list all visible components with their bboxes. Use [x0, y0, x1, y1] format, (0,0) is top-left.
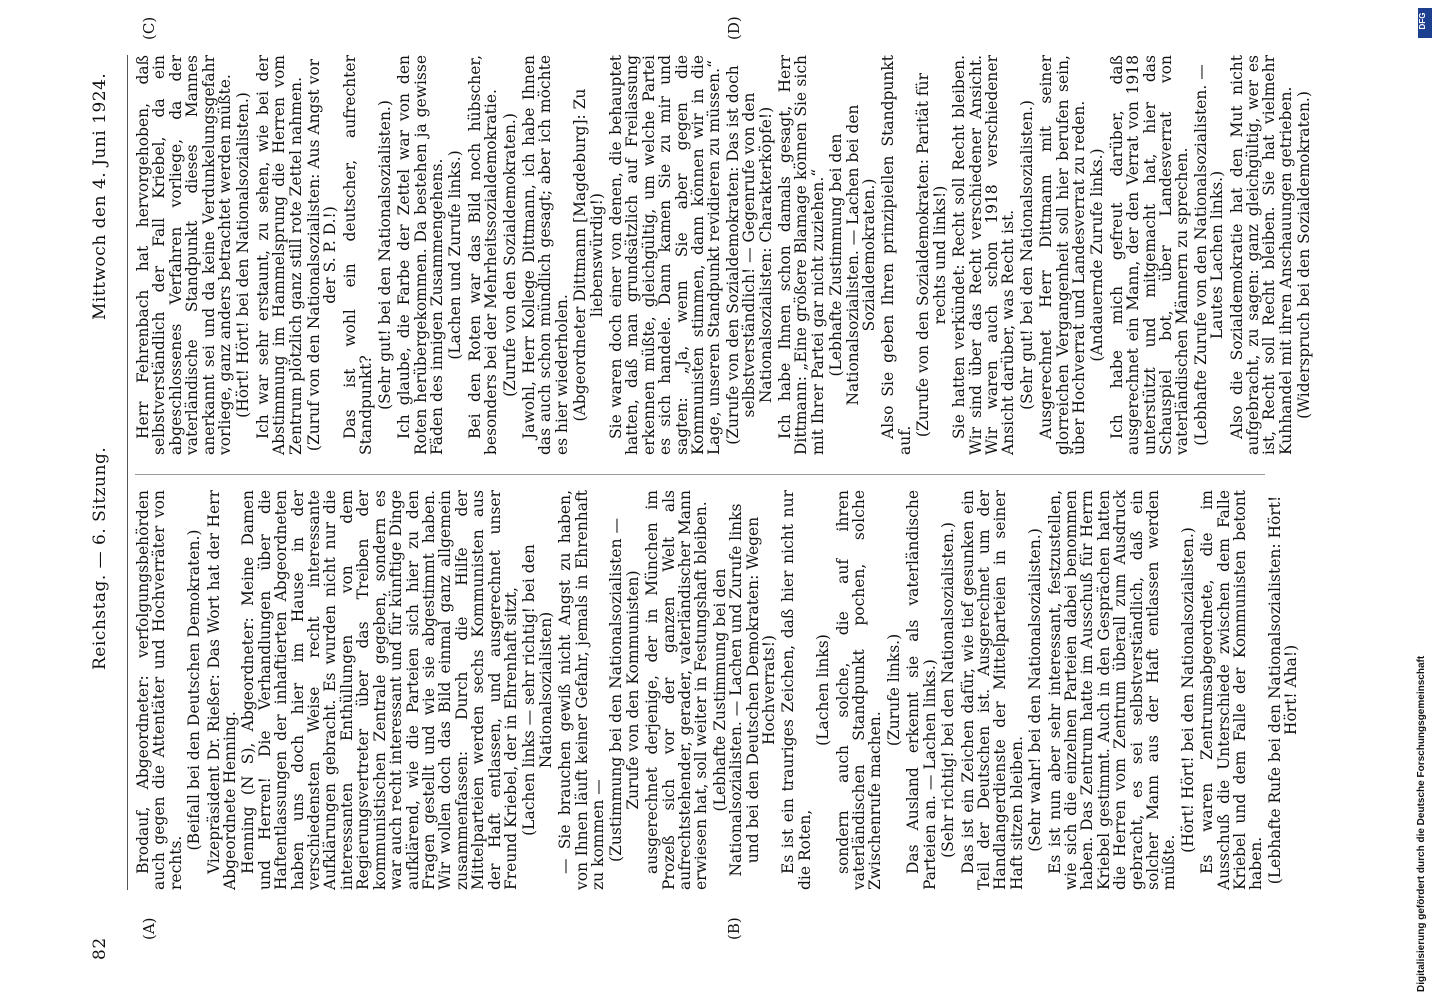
paragraph: Es waren Zentrumsabgeordnete, die im Ausschuß die Unterschiede zwischen dem Falle Kriebel und dem Falle der Kommunisten betont haben.	[1198, 490, 1266, 890]
header-rule	[127, 55, 128, 890]
paragraph: Vizepräsident Dr. Rießer: Das Wort hat der Herr Abgeordnete Henning.	[204, 490, 240, 890]
paragraph: Ich war sehr erstaunt, zu sehen, wie bei der Abstimmung im Hammelsprung die Herren vom Zentrum plötzlich ganz still rote Zettel nahmen.	[253, 55, 305, 455]
paragraph: Herr Fehrenbach hat hervorgehoben, daß selbstverständlich der Fall Kriebel, da ein abgeschlossenes Verfahren vorliege, da der vaterländische Standpunkt dieses Mannes anerkannt sei und da keine Verdunkelungsgefahr vorliege, ganz anders betrachtet werden müßte.	[134, 55, 235, 455]
left-column	[135, 490, 1303, 890]
paragraph: Es ist nun aber sehr interessant, festzustellen, wie sich die einzelnen Parteien dabei benommen haben. Das Zentrum hatte im Ausschuß für Herrn Kriebel gestimmt. Auch in den Gesprächen hatten die Herren vom Zentrum überall zum Ausdruck gebracht, es sei selbstverständlich, daß ein solcher Mann aus der Haft entlassen werden müßte.	[1045, 490, 1179, 890]
paragraph: Jawohl, Herr Kollege Dittmann, ich habe Ihnen das auch schon mündlich gesagt; aber ich möchte es hier wiederholen.	[519, 55, 571, 455]
margin-marker-b: (B)	[725, 917, 743, 940]
paragraph: (Hört! Hört! bei den Nationalsozialisten.)	[1178, 527, 1197, 853]
margin-marker-d: (D)	[725, 16, 743, 40]
paragraph: Sie hatten verkündet: Recht soll Recht bleiben. Wir sind über das Recht verschiedener Ansicht. Wir waren auch schon 1918 verschiedener Ansicht darüber, was Recht ist.	[950, 55, 1018, 455]
paragraph: (Lachen links)	[814, 634, 833, 746]
margin-marker-a: (A)	[140, 917, 158, 940]
paragraph: Ich habe mich gefreut darüber, daß ausgerechnet ein Mann, der den Verrat von 1918 unterstützt und mitgemacht hat, hier das Schauspiel bot, über Landesverrat von vaterländischen Männern zu sprechen.	[1107, 55, 1192, 455]
paragraph: (Widerspruch bei den Sozialdemokraten.)	[1295, 91, 1314, 419]
paragraph: Brodauf, Abgeordneter: verfolgungsbehörden auch gegen die Attentäter und Hochverräter von rechts.	[134, 490, 185, 890]
paragraph: (Lebhafte Rufe bei den Nationalsozialisten: Hört! Hört! Aha!)	[1265, 495, 1301, 885]
paragraph: Bei den Roten war das Bild noch hübscher, besonders bei der Mehrheitssozialdemokratie.	[465, 55, 501, 455]
paragraph: ausgerechnet derjenige, der in München im Prozeß sich vor der ganzen Welt als aufrechtstehender, gerader, vaterländischer Mann erwiesen hat, soll weiter in Festungshaft bleiben.	[643, 490, 711, 890]
dfg-logo-text: DFG	[1418, 12, 1427, 30]
paragraph: Ich glaube, die Farbe der Zettel war von den Roten herübergekommen. Da bestehen ja gewisse Fäden des innigen Zusammengehens.	[395, 55, 446, 455]
right-column	[135, 55, 1316, 455]
paragraph: (Zustimmung bei den Nationalsozialisten — Zurufe von den Kommunisten)	[607, 518, 642, 862]
paragraph: (Andauernde Zurufe links.)	[1088, 148, 1107, 362]
column-divider	[135, 474, 1265, 475]
paragraph: Also Sie geben Ihren prinzipiellen Standpunkt auf.	[879, 55, 914, 455]
paragraph: Sie waren doch einer von denen, die behauptet hatten, daß man grundsätzlich auf Freilassung erkennen müßte, gleichgültig, um welche Partei es sich handele. Dann kamen Sie zu mir und sagten: „Ja, wenn Sie aber gegen die Kommunisten stimmen, dann können wir in die Lage, unseren Standpunkt revidieren zu müssen.“	[606, 55, 724, 455]
paragraph: (Lebhafte Zustimmung bei den Nationalsozialisten. — Lachen bei den Sozialdemokraten.)	[827, 104, 879, 406]
paragraph: Ich habe Ihnen schon damals gesagt, Herr Dittmann: „Eine größere Blamage können Sie sich mit Ihrer Partei gar nicht zuziehen.“	[776, 55, 827, 455]
paragraph: (Lachen und Zurufe links.)	[446, 150, 465, 360]
funding-note: Digitalisierung gefördert durch die Deutsche Forschungsgemeinschaft	[1416, 655, 1427, 992]
header-right-title: Mittwoch den 4. Juni 1924.	[90, 72, 110, 320]
paragraph: — Sie brauchen gewiß nicht Angst zu haben, von Ihnen läuft keiner Gefahr, jemals in Ehrenhaft zu kommen —	[556, 490, 607, 890]
funding-sidebar	[1414, 0, 1434, 1000]
paragraph: sondern auch solche, die auf ihren vaterländischen Standpunkt pochen, solche Zwischenrufe machen.	[833, 490, 885, 890]
dfg-logo	[1418, 8, 1432, 38]
paragraph: (Beifall bei den Deutschen Demokraten.)	[185, 529, 204, 851]
paragraph: (Zurufe links.)	[884, 633, 903, 747]
paragraph: (Hört! Hört! bei den Nationalsozialisten.)	[234, 92, 253, 418]
paragraph: (Abgeordneter Dittmann [Magdeburg]: Zu liebenswürdig!)	[571, 88, 606, 422]
paragraph: (Zurufe von den Sozialdemokraten.)	[500, 113, 519, 397]
paragraph: (Lachen links — sehr richtig! bei den Nationalsozialisten)	[520, 544, 555, 836]
paragraph: Ausgerechnet Herr Dittmann mit seiner glorreichen Vergangenheit soll hier berufen sein, über Hochverrat und Landesverrat zu reden.	[1037, 55, 1088, 455]
paragraph: (Zurufe von den Sozialdemokraten: Parität für rechts und links!)	[914, 72, 949, 438]
paragraph: (Lebhafte Zurufe von den Nationalsozialisten. — Lautes Lachen links.)	[1191, 64, 1227, 446]
header-left-title: Reichstag. — 6. Sitzung.	[90, 446, 110, 670]
margin-marker-c: (C)	[140, 16, 158, 40]
paragraph: (Sehr gut! bei den Nationalsozialisten.)	[1017, 100, 1036, 410]
paragraph: Das ist wohl ein deutscher, aufrechter Standpunkt?	[340, 55, 376, 455]
paragraph: Das Ausland erkennt sie als vaterländische Parteien an. — Lachen links.)	[904, 490, 939, 890]
paragraph: (Sehr gut! bei den Nationalsozialisten.)	[375, 100, 394, 410]
paragraph: Also die Sozialdemokratie hat den Mut nicht aufgebracht, zu sagen: ganz gleichgültig, wer es ist, Recht soll Recht bleiben. Sie hat vielmehr Kuhhandel mit ihren Anschauungen getrieben.	[1227, 55, 1295, 455]
page-header	[90, 40, 124, 960]
paragraph: (Sehr wahr! bei den Nationalsozialisten.)	[1026, 528, 1045, 852]
paragraph: Es ist ein trauriges Zeichen, daß hier nicht nur die Roten,	[779, 490, 814, 890]
paragraph: (Zuruf von den Nationalsozialisten: Aus Angst vor der S. P. D.!)	[305, 58, 340, 452]
paragraph: (Lebhafte Zustimmung bei den Nationalsozialisten. — Lachen und Zurufe links und bei den Deutschen Demokraten: Wegen Hochverrats!)	[710, 503, 779, 877]
paragraph: Das ist ein Zeichen dafür, wie tief gesunken ein Teil der Deutschen ist. Ausgerechnet um der Handlangerdienste der Mittelparteien in seiner Haft sitzen bleiben.	[958, 490, 1026, 890]
paragraph: (Sehr richtig! bei den Nationalsozialisten.)	[939, 522, 958, 858]
paragraph: Henning (N S), Abgeordneter: Meine Damen und Herren! Die Verhandlungen über die Haftentlassungen der inhaftierten Abgeordneten haben uns doch hier im Hause in der verschiedensten Weise recht interessante Aufklärungen gebracht. Es wurden nicht nur die interessanten Enthüllungen von dem Regierungsvertreter über das Treiben der kommunistischen Zentrale gegeben, sondern es war auch recht interessant und für künftige Dinge aufklärend, wie die Parteien sich hier zu den Fragen gestellt und wie sie abgestimmt haben. Wir wollen doch das Bild einmal ganz allgemein zusammenfassen: Durch die Hilfe der Mittelparteien werden sechs Kommunisten aus der Haft entlassen, und ausgerechnet unser Freund Kriebel, der in Ehrenhaft sitzt,	[239, 490, 520, 890]
paragraph: (Zurufe von den Sozialdemokraten: Das ist doch selbstverständlich! — Gegenrufe von den Nationalsozialisten: Charakterköpfe!)	[723, 65, 775, 445]
page-number: 82	[90, 937, 110, 960]
